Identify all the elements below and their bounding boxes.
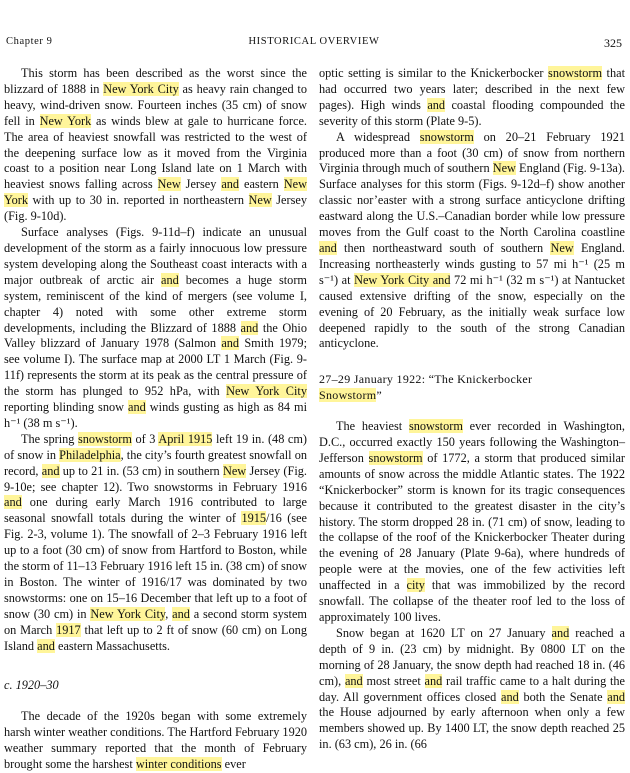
highlighted-term: New York City xyxy=(90,606,166,621)
text-run: England (Fig. 9-13a). Surface analyses for this storm (Figs. 9-12d–f) show another classic nor’easter with a strong surface anticyclone drifting eastward along the U.S.–Canadian border while low pressure moves from the Gulf coast to the North Carolina coastline xyxy=(319,161,625,240)
highlighted-term: and xyxy=(500,689,519,704)
text-run: left 19 in. (48 cm) of snow in xyxy=(4,431,308,462)
highlighted-term: and xyxy=(424,673,443,688)
highlighted-term: New xyxy=(550,240,574,255)
text-run: ever xyxy=(221,757,246,772)
text-run: Jersey (Fig. 9-10d). xyxy=(4,193,307,224)
text-run: of 1772, a storm that produced similar amounts of snow across the middle Atlantic states. The 1922 “Knickerbocker” storm is known for its tragic consequences because it contributed to the greatest disaster in the city’s history. The storm dropped 28 in. (71 cm) of snow, leading to the collapse of the roof of the Knickerbocker Theater during the evening of 28 January (Plate 9-6a), where hundreds of people were at the movies, one of the few activities left unaffected in a xyxy=(319,450,625,593)
text-run: up to 21 in. (53 cm) in southern xyxy=(59,463,223,478)
highlighted-term: and xyxy=(551,625,570,640)
text-run: reporting blinding snow xyxy=(4,400,129,415)
highlighted-term: snowstorm xyxy=(548,66,603,80)
text-run: that left up to 2 ft of snow (60 cm) on Long Island xyxy=(4,622,307,653)
highlighted-term: New xyxy=(157,177,181,192)
highlighted-term: New York City xyxy=(226,384,307,399)
subsection-heading-date: 27–29 January 1922: “The Knickerbocker xyxy=(319,372,533,387)
highlighted-term: and xyxy=(607,689,625,704)
highlighted-term: Philadelphia xyxy=(59,447,121,462)
page-number: 325 xyxy=(604,36,622,50)
highlighted-term: New York xyxy=(4,177,307,208)
paragraph xyxy=(319,419,625,626)
highlighted-term: New York City and xyxy=(354,272,451,287)
chapter-label: Chapter 9 xyxy=(6,36,53,47)
text-run: , xyxy=(165,606,173,621)
highlighted-term: April 1915 xyxy=(158,431,213,446)
text-run: most street xyxy=(362,673,425,688)
text-run: /16 (see Fig. 2-3, volume 1). The snowfall of 2–3 February 1916 left up to a foot (30 cm) of snow from Hartford to Boston, while the storm of 11–13 February 1916 left 15 in. (38 cm) of snow in Boston. The winter of 1916/17 was dominated by two snowstorms: one on 15–16 December that left up to a foot of snow (30 cm) in xyxy=(4,511,307,621)
text-run: ever recorded in Washington, D.C., occurred exactly 150 years following the Washington–Jefferson xyxy=(319,419,625,465)
text-run: Surface analyses (Figs. 9-11d–f) indicate an unusual development of the storm as a fairly innocuous low pressure system developing along the Southeast coast interacts with a major outbreak of arctic air xyxy=(4,225,307,287)
text-run: Snow began at 1620 LT on 27 January xyxy=(336,625,552,640)
section-heading: c. 1920–30 xyxy=(4,677,59,692)
text-run: on 20–21 February 1921 produced more than a foot (30 cm) of snow from northern Virginia through much of southern xyxy=(319,129,625,176)
text-run: Smith 1979; see volume I). The surface map at 2000 LT 1 March (Fig. 9-11f) represents the storm at its peak as the central pressure of the storm has plunged to 952 hPa, with xyxy=(4,336,307,399)
highlighted-term: New xyxy=(492,161,516,176)
highlighted-term: 1915 xyxy=(241,511,267,526)
text-run: The spring xyxy=(21,431,78,446)
paragraph xyxy=(4,709,307,773)
text-run: as heavy rain changed to heavy, wind-driven snow. Fourteen inches (35 cm) of snow fell in xyxy=(4,81,307,128)
highlighted-term: and xyxy=(221,177,240,192)
text-run: winds gusting as high as 84 mi h⁻¹ (38 m s⁻¹). xyxy=(4,400,307,430)
highlighted-term: New York City xyxy=(103,81,179,96)
highlighted-term: and xyxy=(128,400,146,415)
highlighted-term: winter conditions xyxy=(135,757,222,772)
text-run: coastal flooding compounded the severity of this storm (Plate 9-5). xyxy=(319,97,625,128)
text-run: that had occurred two years later; described in the next few pages). High winds xyxy=(319,66,625,112)
text-run: then northeastward south of southern xyxy=(336,240,551,255)
subsection-heading-keyword: Snowstorm xyxy=(319,388,377,403)
highlighted-term: New xyxy=(248,193,272,208)
text-run: eastern xyxy=(239,177,284,192)
text-run: Jersey xyxy=(180,177,222,192)
highlighted-term: and xyxy=(221,336,240,351)
paragraph xyxy=(4,66,307,225)
paragraph xyxy=(319,130,625,353)
text-run: A widespread xyxy=(336,129,420,144)
text-run: The decade of the 1920s began with some extremely harsh winter weather conditions. The Hartford February 1920 weather summary reported that the month of February brought some the harshest xyxy=(4,709,308,772)
highlighted-term: and xyxy=(41,463,60,478)
text-run: rail traffic came to a halt during the day. All government offices closed xyxy=(319,673,625,704)
text-run: that was immobilized by the record snowfall. The collapse of the theater roof led to the loss of approximately 100 lives. xyxy=(319,578,625,624)
text-run: both the Senate xyxy=(518,689,608,704)
subsection-heading-end: ” xyxy=(376,388,383,403)
highlighted-term: 1917 xyxy=(56,622,81,637)
subsection-heading xyxy=(319,372,625,404)
text-run: eastern Massachusetts. xyxy=(54,638,170,653)
text-run: The heaviest xyxy=(336,419,409,434)
highlighted-term: and xyxy=(427,97,446,112)
text-run: 72 mi h⁻¹ (32 m s⁻¹) at Nantucket caused extensive drifting of the snow, especially on the evening of 20 February, as the initially weak surface low deepened rapidly to the south of the strong Canadian anticyclone. xyxy=(319,272,625,351)
text-run: the House adjourned by early afternoon when only a few members showed up. By 1400 LT, the snow depth reached 25 in. (63 cm), 26 in. (66 xyxy=(319,705,625,752)
text-run: This storm has been described as the worst since the blizzard of 1888 in xyxy=(4,66,307,96)
running-title: HISTORICAL OVERVIEW xyxy=(248,36,380,47)
highlighted-term: and xyxy=(319,240,337,255)
left-column xyxy=(4,66,307,773)
highlighted-term: and xyxy=(4,495,22,510)
running-header xyxy=(6,36,622,52)
text-run: reached a depth of 9 in. (23 cm) by midnight. By 0800 LT on the morning of 28 January, the snow depth had reached 18 in. (46 cm), xyxy=(319,625,625,688)
paragraph xyxy=(319,66,625,130)
highlighted-term: and xyxy=(240,320,259,335)
text-run: , the city’s fourth greatest snowfall on record, xyxy=(4,447,307,478)
paragraph xyxy=(4,225,307,432)
text-run: optic setting is similar to the Knickerbocker xyxy=(319,66,549,80)
paragraph xyxy=(319,626,625,753)
text-run: England. Increasing northeasterly winds gusting to 57 mi h⁻¹ (25 m s⁻¹) at xyxy=(319,240,625,287)
text-run: becomes a huge storm system, reminiscent of the kind of mergers (see volume I, chapter 4) noted with some other extreme storm developments, including the Blizzard of 1888 xyxy=(4,272,307,335)
highlighted-term: and xyxy=(344,673,363,688)
highlighted-term: snowstorm xyxy=(408,419,463,434)
highlighted-term: New York xyxy=(39,113,92,128)
highlighted-term: and xyxy=(172,606,190,621)
text-run: the Ohio Valley blizzard of January 1978 (Salmon xyxy=(4,320,307,351)
text-run: one during early March 1916 contributed to large seasonal snowfall totals during the winter of xyxy=(4,495,307,526)
highlighted-term: New xyxy=(222,463,247,478)
highlighted-term: and xyxy=(161,272,179,287)
text-run: a second storm system on March xyxy=(4,606,307,637)
text-run: with up to 30 in. reported in northeastern xyxy=(28,193,249,208)
text-run: Jersey (Fig. 9-10e; see chapter 12). Two snowstorms in February 1916 xyxy=(4,463,308,494)
text-run: as winds blew at gale to hurricane force. The area of heaviest snowfall was restricted to the west of the deepening surface low as it moved from the Virginia coast to a position near Long Island late on 1 March with heaviest snows falling across xyxy=(4,113,307,192)
highlighted-term: snowstorm xyxy=(77,431,132,446)
highlighted-term: snowstorm xyxy=(368,450,423,465)
highlighted-term: city xyxy=(406,578,425,593)
highlighted-term: snowstorm xyxy=(419,129,474,144)
highlighted-term: and xyxy=(37,638,55,653)
text-run: of 3 xyxy=(131,431,159,446)
paragraph xyxy=(4,432,307,655)
right-column xyxy=(319,66,625,753)
